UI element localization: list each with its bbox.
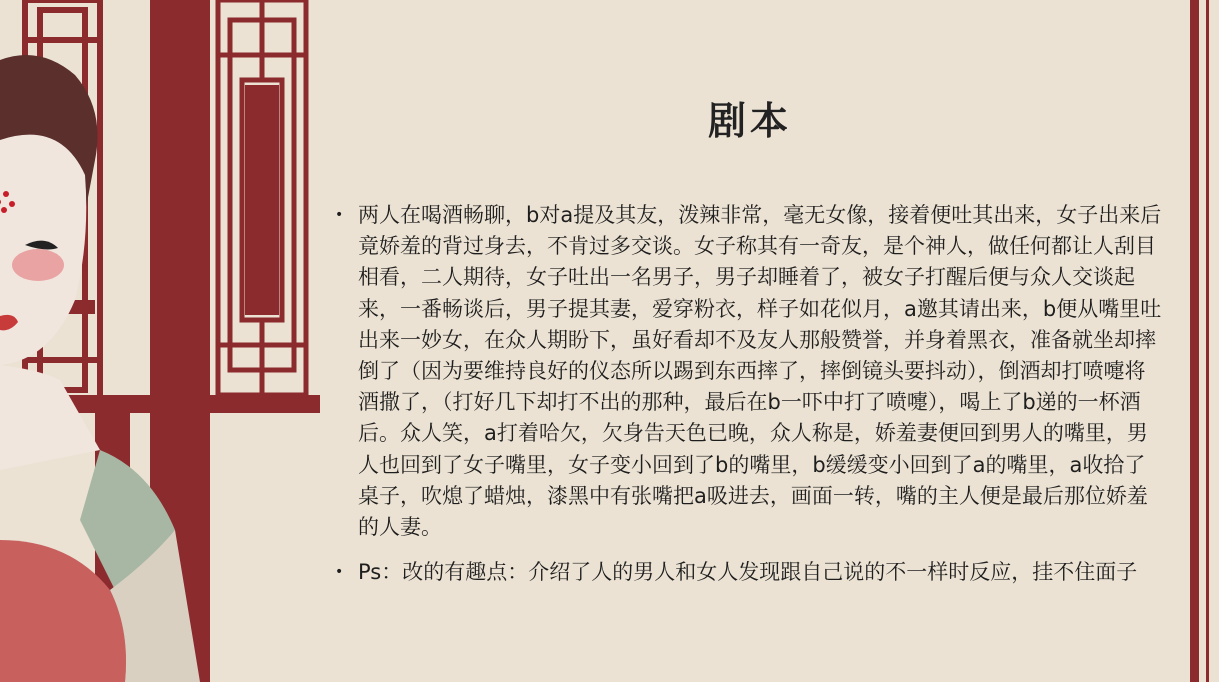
bullet-text: 两人在喝酒畅聊，b对a提及其友，泼辣非常，毫无女像，接着便吐其出来，女子出来后竟娇羞的背过身去，不肯过多交谈。女子称其有一奇友，是个神人，做任何都让人刮目相看，二人期待，女子吐出一名男子，男子却睡着了，被女子打醒后便与众人交谈起来，一番畅谈后，男子提其妻，爱穿粉衣，样子如花似月，a邀其请出来，b便从嘴里吐出来一妙女，在众人期盼下，虽好看却不及友人那般赞誉，并身着黑衣，准备就坐却摔倒了（因为要维持良好的仪态所以踢到东西摔了，摔倒镜头要抖动），倒酒却打喷嚏将酒撒了，（打好几下却打不出的那种，最后在b一吓中打了喷嚏），喝上了b递的一杯酒后。众人笑，a打着哈欠，欠身告天色已晚，众人称是，娇羞妻便回到男人的嘴里，男人也回到了女子嘴里，女子变小回到了b的嘴里，b缓缓变小回到了a的嘴里，a收拾了桌子，吹熄了蜡烛，漆黑中有张嘴把a吸进去，画面一转，嘴的主人便是最后那位娇羞的人妻。 bbox=[358, 203, 1162, 540]
bullet-list bbox=[330, 200, 1165, 602]
frame-border-thick bbox=[1190, 0, 1199, 682]
bullet-item bbox=[330, 557, 1165, 588]
bullet-text: Ps：改的有趣点：介绍了人的男人和女人发现跟自己说的不一样时反应，挂不住面子 bbox=[358, 560, 1138, 585]
decorative-illustration bbox=[0, 0, 320, 682]
bullet-marker: • bbox=[335, 564, 344, 581]
bullet-item bbox=[330, 200, 1165, 543]
frame-border-thin bbox=[1206, 0, 1209, 682]
bullet-marker: • bbox=[335, 207, 344, 223]
slide-title: 剧本 bbox=[707, 98, 792, 143]
blush bbox=[12, 249, 64, 281]
